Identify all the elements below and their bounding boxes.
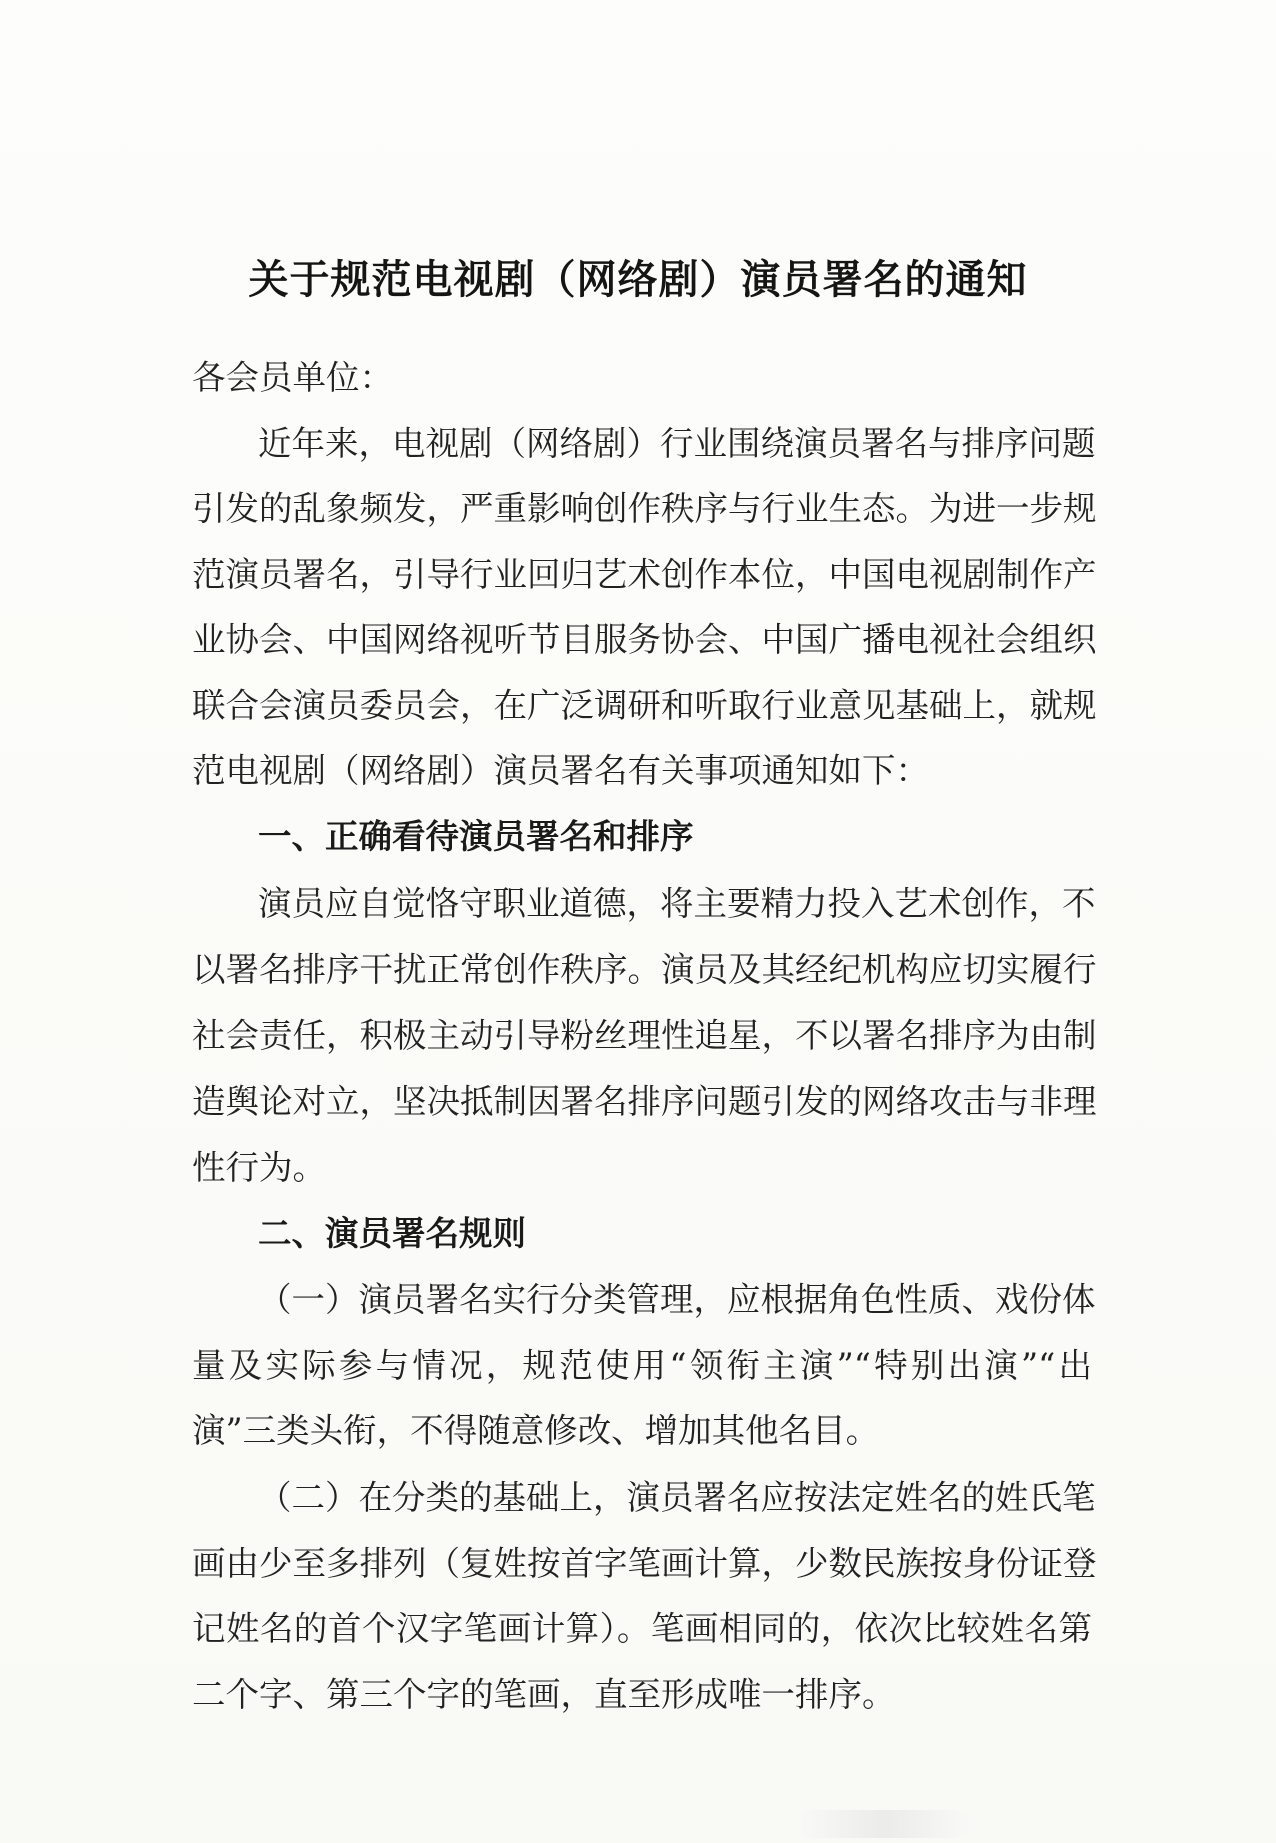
paragraph-line: 量及实际参与情况，规范使用“领衔主演”“特别出演”“出: [192, 1346, 1092, 1385]
paragraph-line: 演员应自觉恪守职业道德，将主要精力投入艺术创作，不: [258, 884, 1096, 923]
paragraph-line: 范演员署名，引导行业回归艺术创作本位，中国电视剧制作产: [192, 555, 1097, 594]
section-heading-2: 二、演员署名规则: [258, 1214, 526, 1253]
section-heading-1: 一、正确看待演员署名和排序: [258, 817, 694, 856]
paragraph-line: 画由少至多排列（复姓按首字笔画计算，少数民族按身份证登: [192, 1544, 1097, 1583]
paragraph-line: 演”三类头衔，不得随意修改、增加其他名目。: [192, 1411, 880, 1450]
paragraph-line: 造舆论对立，坚决抵制因署名排序问题引发的网络攻击与非理: [192, 1082, 1097, 1121]
paragraph-line: 联合会演员委员会，在广泛调研和听取行业意见基础上，就规: [192, 686, 1097, 725]
paragraph-line: 业协会、中国网络视听节目服务协会、中国广播电视社会组织: [192, 620, 1097, 659]
paragraph-line: 性行为。: [192, 1148, 326, 1187]
watermark-smudge: [800, 1810, 970, 1838]
paragraph-line: （二）在分类的基础上，演员署名应按法定姓名的姓氏笔: [258, 1478, 1096, 1517]
document-title: 关于规范电视剧（网络剧）演员署名的通知: [248, 256, 1028, 303]
paragraph-line: 记姓名的首个汉字笔画计算）。笔画相同的，依次比较姓名第: [192, 1609, 1092, 1648]
paragraph-line: 二个字、第三个字的笔画，直至形成唯一排序。: [192, 1675, 896, 1714]
salutation: 各会员单位：: [192, 358, 393, 397]
paragraph-line: 社会责任，积极主动引导粉丝理性追星，不以署名排序为由制: [192, 1016, 1097, 1055]
paragraph-line: 引发的乱象频发，严重影响创作秩序与行业生态。为进一步规: [192, 489, 1097, 528]
paragraph-line: 范电视剧（网络剧）演员署名有关事项通知如下：: [192, 751, 929, 790]
paragraph-line: 近年来，电视剧（网络剧）行业围绕演员署名与排序问题: [258, 424, 1096, 463]
paragraph-line: （一）演员署名实行分类管理，应根据角色性质、戏份体: [258, 1280, 1096, 1319]
paragraph-line: 以署名排序干扰正常创作秩序。演员及其经纪机构应切实履行: [192, 950, 1097, 989]
